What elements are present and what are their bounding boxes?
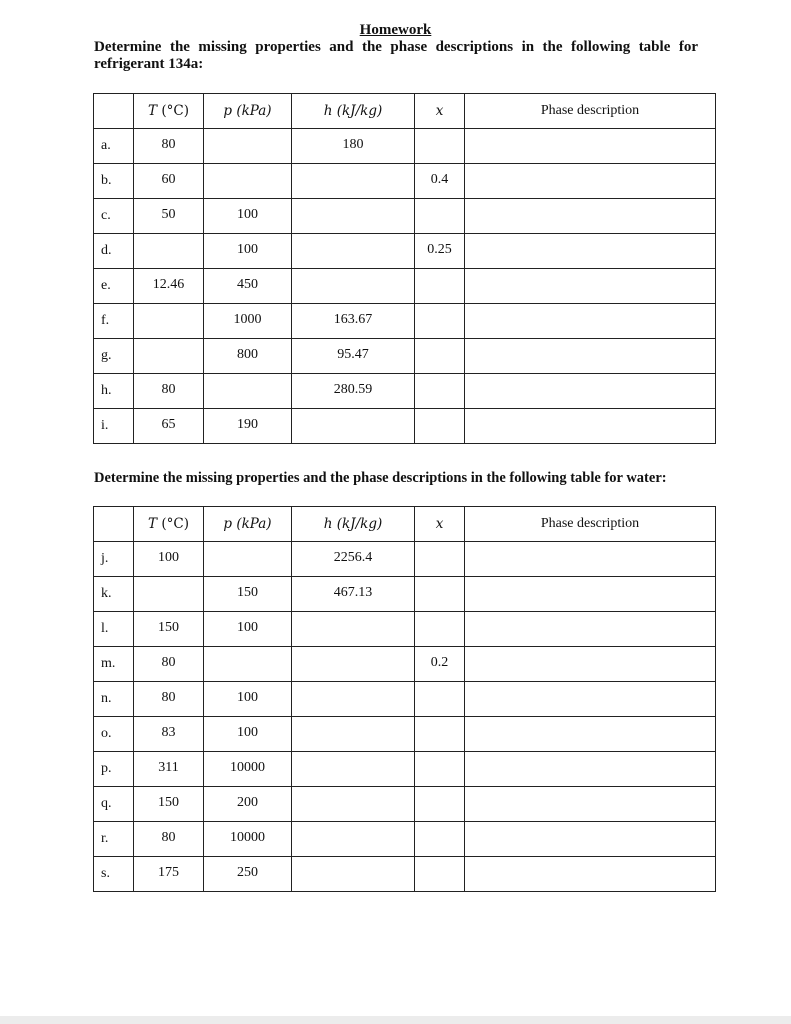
enthalpy-cell xyxy=(292,647,415,682)
row-label-cell: b. xyxy=(94,164,134,199)
table-row xyxy=(94,374,716,409)
enthalpy-cell xyxy=(292,199,415,234)
table-row xyxy=(94,164,716,199)
phase-description-cell xyxy=(465,304,716,339)
header-blank xyxy=(94,507,134,542)
header-temperature-symbol: T xyxy=(148,103,158,119)
quality-cell xyxy=(415,542,465,577)
enthalpy-cell xyxy=(292,682,415,717)
phase-description-cell xyxy=(465,752,716,787)
table-row xyxy=(94,577,716,612)
quality-cell xyxy=(415,857,465,892)
quality-cell xyxy=(415,339,465,374)
enthalpy-cell xyxy=(292,234,415,269)
header-temperature-unit: (°C) xyxy=(161,516,189,532)
r134a-table xyxy=(93,93,716,444)
pressure-cell: 10000 xyxy=(204,752,292,787)
temperature-cell: 80 xyxy=(134,647,204,682)
temperature-cell: 60 xyxy=(134,164,204,199)
enthalpy-cell xyxy=(292,787,415,822)
water-table xyxy=(93,506,716,892)
quality-cell xyxy=(415,752,465,787)
enthalpy-cell: 467.13 xyxy=(292,577,415,612)
pressure-cell: 100 xyxy=(204,234,292,269)
temperature-cell: 65 xyxy=(134,409,204,444)
table-row xyxy=(94,717,716,752)
table-row xyxy=(94,752,716,787)
phase-description-cell xyxy=(465,234,716,269)
table-row xyxy=(94,409,716,444)
bottom-band xyxy=(0,1016,791,1024)
temperature-cell xyxy=(134,234,204,269)
quality-cell: 0.2 xyxy=(415,647,465,682)
row-label-cell: j. xyxy=(94,542,134,577)
temperature-cell: 311 xyxy=(134,752,204,787)
enthalpy-cell: 280.59 xyxy=(292,374,415,409)
phase-description-cell xyxy=(465,787,716,822)
row-label-cell: e. xyxy=(94,269,134,304)
table-row xyxy=(94,857,716,892)
table-row xyxy=(94,199,716,234)
header-phase-description: Phase description xyxy=(465,507,716,542)
phase-description-cell xyxy=(465,129,716,164)
temperature-cell: 80 xyxy=(134,822,204,857)
row-label-cell: k. xyxy=(94,577,134,612)
header-temperature xyxy=(134,507,204,542)
table-row xyxy=(94,269,716,304)
phase-description-cell xyxy=(465,339,716,374)
enthalpy-cell xyxy=(292,164,415,199)
quality-cell xyxy=(415,822,465,857)
row-label-cell: m. xyxy=(94,647,134,682)
header-pressure: p (kPa) xyxy=(204,94,292,129)
table-row xyxy=(94,339,716,374)
page-title: Homework xyxy=(359,22,432,38)
table-row xyxy=(94,542,716,577)
header-blank xyxy=(94,94,134,129)
table-row xyxy=(94,129,716,164)
pressure-cell: 250 xyxy=(204,857,292,892)
pressure-cell xyxy=(204,164,292,199)
phase-description-cell xyxy=(465,857,716,892)
row-label-cell: p. xyxy=(94,752,134,787)
quality-cell xyxy=(415,612,465,647)
enthalpy-cell: 2256.4 xyxy=(292,542,415,577)
phase-description-cell xyxy=(465,269,716,304)
quality-cell xyxy=(415,577,465,612)
pressure-cell: 150 xyxy=(204,577,292,612)
enthalpy-cell: 180 xyxy=(292,129,415,164)
temperature-cell: 12.46 xyxy=(134,269,204,304)
quality-cell xyxy=(415,129,465,164)
phase-description-cell xyxy=(465,164,716,199)
phase-description-cell xyxy=(465,409,716,444)
temperature-cell: 80 xyxy=(134,129,204,164)
phase-description-cell xyxy=(465,199,716,234)
quality-cell xyxy=(415,409,465,444)
phase-description-cell xyxy=(465,717,716,752)
phase-description-cell xyxy=(465,647,716,682)
phase-description-cell xyxy=(465,577,716,612)
row-label-cell: d. xyxy=(94,234,134,269)
table-row xyxy=(94,234,716,269)
header-quality: x xyxy=(415,507,465,542)
pressure-cell: 1000 xyxy=(204,304,292,339)
table-row xyxy=(94,647,716,682)
quality-cell xyxy=(415,374,465,409)
temperature-cell: 50 xyxy=(134,199,204,234)
row-label-cell: s. xyxy=(94,857,134,892)
quality-cell xyxy=(415,199,465,234)
row-label-cell: q. xyxy=(94,787,134,822)
enthalpy-cell xyxy=(292,752,415,787)
row-label-cell: g. xyxy=(94,339,134,374)
instruction-r134a-line2: refrigerant 134a: xyxy=(94,56,204,72)
row-label-cell: i. xyxy=(94,409,134,444)
quality-cell xyxy=(415,717,465,752)
quality-cell xyxy=(415,682,465,717)
quality-cell: 0.4 xyxy=(415,164,465,199)
temperature-cell xyxy=(134,339,204,374)
row-label-cell: f. xyxy=(94,304,134,339)
pressure-cell xyxy=(204,129,292,164)
header-temperature-unit: (°C) xyxy=(161,103,189,119)
table-row xyxy=(94,822,716,857)
enthalpy-cell xyxy=(292,269,415,304)
phase-description-cell xyxy=(465,822,716,857)
pressure-cell xyxy=(204,647,292,682)
row-label-cell: n. xyxy=(94,682,134,717)
table-row xyxy=(94,787,716,822)
header-temperature-symbol: T xyxy=(148,516,158,532)
temperature-cell xyxy=(134,577,204,612)
enthalpy-cell xyxy=(292,717,415,752)
pressure-cell: 800 xyxy=(204,339,292,374)
row-label-cell: c. xyxy=(94,199,134,234)
enthalpy-cell xyxy=(292,822,415,857)
quality-cell xyxy=(415,269,465,304)
header-phase-description: Phase description xyxy=(465,94,716,129)
table-row xyxy=(94,304,716,339)
pressure-cell: 100 xyxy=(204,199,292,234)
temperature-cell: 150 xyxy=(134,612,204,647)
header-enthalpy: h (kJ/kg) xyxy=(292,507,415,542)
row-label-cell: l. xyxy=(94,612,134,647)
r134a-header-row xyxy=(94,94,716,129)
table-row xyxy=(94,682,716,717)
header-temperature xyxy=(134,94,204,129)
phase-description-cell xyxy=(465,374,716,409)
enthalpy-cell xyxy=(292,857,415,892)
instruction-r134a xyxy=(94,39,698,73)
header-enthalpy: h (kJ/kg) xyxy=(292,94,415,129)
instruction-water: Determine the missing properties and the phase descriptions in the following table for water: xyxy=(94,470,667,486)
row-label-cell: o. xyxy=(94,717,134,752)
pressure-cell: 100 xyxy=(204,682,292,717)
enthalpy-cell: 95.47 xyxy=(292,339,415,374)
temperature-cell: 80 xyxy=(134,682,204,717)
enthalpy-cell xyxy=(292,409,415,444)
pressure-cell: 100 xyxy=(204,717,292,752)
instruction-r134a-line1: Determine the missing properties and the phase descriptions in the following table for xyxy=(94,39,698,55)
enthalpy-cell xyxy=(292,612,415,647)
pressure-cell xyxy=(204,542,292,577)
temperature-cell: 80 xyxy=(134,374,204,409)
row-label-cell: r. xyxy=(94,822,134,857)
header-pressure: p (kPa) xyxy=(204,507,292,542)
row-label-cell: a. xyxy=(94,129,134,164)
pressure-cell: 190 xyxy=(204,409,292,444)
pressure-cell xyxy=(204,374,292,409)
pressure-cell: 100 xyxy=(204,612,292,647)
quality-cell xyxy=(415,787,465,822)
pressure-cell: 200 xyxy=(204,787,292,822)
temperature-cell: 83 xyxy=(134,717,204,752)
r134a-body xyxy=(94,129,716,444)
row-label-cell: h. xyxy=(94,374,134,409)
water-header-row xyxy=(94,507,716,542)
water-body xyxy=(94,542,716,892)
phase-description-cell xyxy=(465,542,716,577)
table-row xyxy=(94,612,716,647)
temperature-cell: 150 xyxy=(134,787,204,822)
temperature-cell: 175 xyxy=(134,857,204,892)
temperature-cell: 100 xyxy=(134,542,204,577)
pressure-cell: 450 xyxy=(204,269,292,304)
phase-description-cell xyxy=(465,682,716,717)
pressure-cell: 10000 xyxy=(204,822,292,857)
quality-cell xyxy=(415,304,465,339)
quality-cell: 0.25 xyxy=(415,234,465,269)
temperature-cell xyxy=(134,304,204,339)
enthalpy-cell: 163.67 xyxy=(292,304,415,339)
header-quality: x xyxy=(415,94,465,129)
phase-description-cell xyxy=(465,612,716,647)
